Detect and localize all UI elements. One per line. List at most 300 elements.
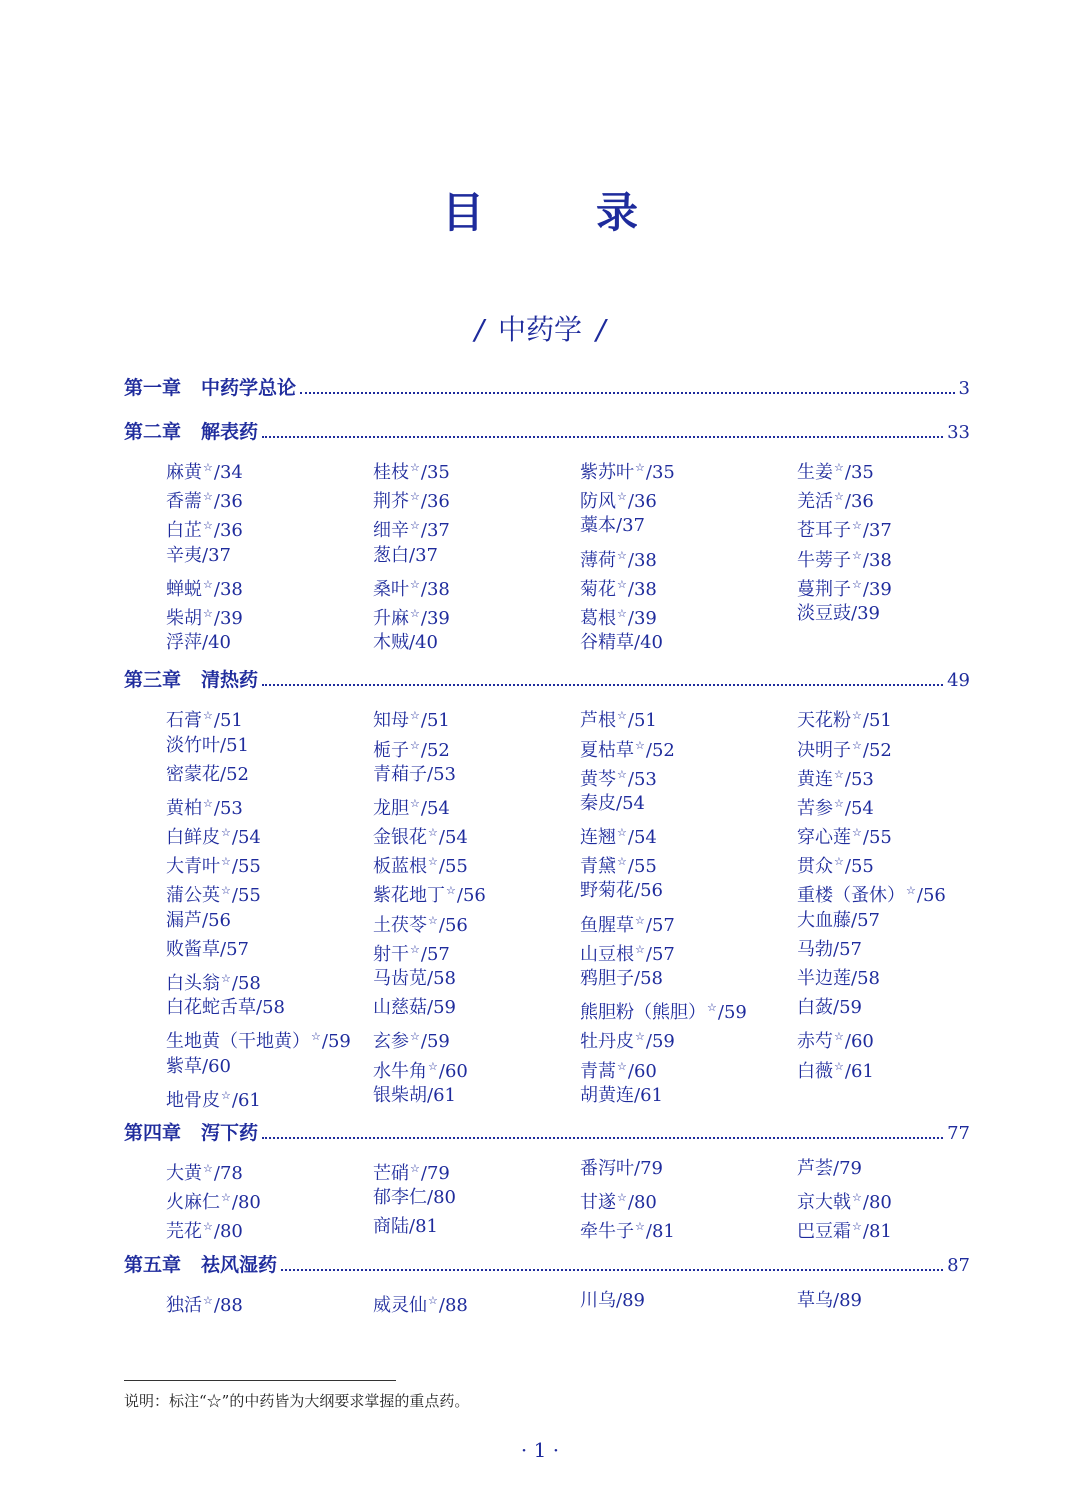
herb-page: /80 bbox=[627, 1192, 657, 1214]
herb-entry[interactable] bbox=[797, 964, 997, 993]
star-icon: ☆ bbox=[221, 972, 231, 985]
herb-page: /51 bbox=[627, 710, 657, 732]
herb-entry[interactable] bbox=[373, 599, 580, 628]
star-icon: ☆ bbox=[834, 490, 844, 504]
herb-name: 青蒿 bbox=[580, 1060, 616, 1082]
herb-entry[interactable] bbox=[166, 1183, 373, 1212]
herb-name: 板蓝根 bbox=[373, 856, 427, 878]
star-icon: ☆ bbox=[410, 606, 420, 620]
herb-page: /35 bbox=[420, 462, 450, 483]
herb-name: 独活 bbox=[166, 1294, 202, 1316]
herb-entry[interactable] bbox=[797, 1052, 997, 1081]
herb-page: /39 bbox=[420, 607, 450, 629]
herb-entry[interactable] bbox=[373, 482, 580, 511]
herb-grid bbox=[124, 453, 970, 657]
herb-name: 土茯苓 bbox=[373, 914, 427, 936]
herb-entry[interactable] bbox=[373, 1081, 580, 1110]
herb-entry[interactable] bbox=[580, 1212, 797, 1241]
herb-entry[interactable] bbox=[166, 628, 373, 657]
herb-name: 荆芥 bbox=[373, 491, 409, 513]
herb-page: /57 bbox=[851, 909, 880, 931]
star-icon: ☆ bbox=[203, 1293, 213, 1307]
herb-entry[interactable] bbox=[797, 599, 997, 628]
herb-entry[interactable] bbox=[166, 541, 373, 570]
chapter-number: 第四章 bbox=[124, 1121, 182, 1144]
herb-entry[interactable] bbox=[580, 964, 797, 993]
star-icon: ☆ bbox=[617, 855, 627, 869]
star-icon: ☆ bbox=[617, 606, 627, 620]
herb-entry[interactable] bbox=[580, 818, 797, 847]
herb-name: 芫花 bbox=[166, 1221, 202, 1243]
herb-entry[interactable] bbox=[580, 935, 797, 964]
herb-entry[interactable] bbox=[373, 964, 580, 993]
herb-page: /81 bbox=[645, 1221, 675, 1243]
herb-page: /57 bbox=[645, 914, 675, 936]
herb-entry[interactable] bbox=[580, 541, 797, 570]
herb-page: /57 bbox=[220, 938, 249, 960]
herb-entry[interactable] bbox=[373, 818, 580, 847]
herb-page: /57 bbox=[645, 943, 675, 965]
herb-entry[interactable] bbox=[373, 511, 580, 540]
herb-page: /39 bbox=[851, 602, 880, 624]
star-icon: ☆ bbox=[617, 1059, 627, 1073]
herb-page: /79 bbox=[833, 1157, 862, 1179]
herb-page: /36 bbox=[420, 491, 450, 513]
herb-name: 藁本 bbox=[580, 515, 616, 537]
herb-entry[interactable] bbox=[580, 482, 797, 511]
herb-name: 葛根 bbox=[580, 607, 616, 629]
herb-name: 胡黄连 bbox=[580, 1084, 634, 1106]
herb-entry[interactable] bbox=[166, 993, 373, 1022]
herb-entry[interactable] bbox=[797, 1183, 997, 1212]
chapter-row[interactable] bbox=[124, 1118, 970, 1154]
herb-entry[interactable] bbox=[797, 1212, 997, 1241]
star-icon: ☆ bbox=[707, 1001, 717, 1015]
star-icon: ☆ bbox=[203, 577, 213, 591]
star-icon: ☆ bbox=[834, 855, 844, 869]
herb-entry[interactable] bbox=[580, 1081, 797, 1110]
herb-page: /61 bbox=[231, 1089, 261, 1111]
star-icon: ☆ bbox=[834, 796, 844, 810]
herb-page: /54 bbox=[420, 797, 450, 819]
herb-name: 地骨皮 bbox=[166, 1089, 220, 1111]
dot-leader bbox=[300, 391, 955, 394]
star-icon: ☆ bbox=[617, 490, 627, 504]
herb-entry[interactable] bbox=[797, 906, 997, 935]
herb-grid bbox=[124, 1286, 970, 1315]
herb-entry[interactable] bbox=[797, 993, 997, 1022]
herb-page: /58 bbox=[634, 968, 663, 989]
chapter-title: 解表药 bbox=[201, 421, 259, 443]
herb-entry[interactable] bbox=[373, 993, 580, 1022]
herb-entry[interactable] bbox=[166, 1286, 373, 1315]
herb-name: 苍耳子 bbox=[797, 520, 851, 542]
chapter-row[interactable] bbox=[124, 1250, 970, 1286]
star-icon: ☆ bbox=[617, 1191, 627, 1205]
star-icon: ☆ bbox=[834, 1059, 844, 1073]
star-icon: ☆ bbox=[203, 490, 213, 504]
herb-entry[interactable] bbox=[580, 701, 797, 730]
herb-entry[interactable] bbox=[166, 935, 373, 964]
herb-entry[interactable] bbox=[373, 1286, 580, 1315]
herb-name: 芦根 bbox=[580, 710, 616, 732]
chapter-page: 77 bbox=[947, 1122, 970, 1144]
herb-name: 射干 bbox=[373, 943, 409, 965]
herb-name: 牡丹皮 bbox=[580, 1031, 634, 1053]
herb-entry[interactable] bbox=[797, 731, 997, 760]
herb-page: /80 bbox=[427, 1187, 456, 1209]
star-icon: ☆ bbox=[834, 461, 844, 474]
star-icon: ☆ bbox=[852, 577, 862, 591]
herb-page: /80 bbox=[231, 1192, 261, 1214]
herb-page: /58 bbox=[427, 968, 456, 989]
herb-entry[interactable] bbox=[166, 1022, 373, 1051]
herb-page: /59 bbox=[717, 1002, 747, 1024]
herb-name: 白蔹 bbox=[797, 997, 833, 1019]
herb-page: /58 bbox=[256, 997, 285, 1019]
herb-page: /61 bbox=[634, 1084, 663, 1106]
star-icon: ☆ bbox=[852, 826, 862, 840]
section-subtitle bbox=[0, 308, 1080, 348]
herb-name: 山豆根 bbox=[580, 943, 634, 965]
herb-name: 青葙子 bbox=[373, 763, 427, 785]
herb-entry[interactable] bbox=[797, 789, 997, 818]
herb-page: /52 bbox=[420, 739, 450, 761]
herb-name: 菊花 bbox=[580, 578, 616, 600]
herb-name: 黄柏 bbox=[166, 797, 202, 819]
herb-name: 白芷 bbox=[166, 520, 202, 542]
star-icon: ☆ bbox=[852, 738, 862, 752]
herb-entry[interactable] bbox=[797, 1154, 997, 1183]
herb-page: /39 bbox=[862, 578, 892, 600]
herb-entry[interactable] bbox=[166, 760, 373, 789]
herb-entry[interactable] bbox=[166, 1212, 373, 1241]
herb-entry[interactable] bbox=[166, 511, 373, 540]
herb-entry[interactable] bbox=[373, 1183, 580, 1212]
herb-grid bbox=[124, 1154, 970, 1242]
star-icon: ☆ bbox=[446, 884, 456, 898]
herb-entry[interactable] bbox=[373, 628, 580, 657]
herb-name: 贯众 bbox=[797, 856, 833, 878]
herb-name: 牛蒡子 bbox=[797, 549, 851, 571]
herb-name: 鱼腥草 bbox=[580, 914, 634, 936]
dot-leader bbox=[281, 1268, 943, 1271]
herb-entry[interactable] bbox=[797, 511, 997, 540]
star-icon: ☆ bbox=[221, 1088, 231, 1102]
herb-entry[interactable] bbox=[166, 906, 373, 935]
herb-entry[interactable] bbox=[166, 482, 373, 511]
herb-name: 白头翁 bbox=[166, 973, 220, 994]
herb-entry[interactable] bbox=[797, 935, 997, 964]
herb-name: 浮萍 bbox=[166, 632, 202, 654]
herb-entry[interactable] bbox=[580, 628, 797, 657]
herb-page: /80 bbox=[862, 1192, 892, 1214]
herb-name: 白薇 bbox=[797, 1060, 833, 1082]
herb-name: 淡竹叶 bbox=[166, 734, 220, 756]
herb-entry[interactable] bbox=[166, 964, 373, 993]
herb-name: 蝉蜕 bbox=[166, 578, 202, 600]
herb-page: /53 bbox=[844, 768, 874, 790]
star-icon: ☆ bbox=[635, 461, 645, 474]
herb-entry[interactable] bbox=[166, 1081, 373, 1110]
herb-page: /55 bbox=[844, 856, 874, 878]
herb-entry[interactable] bbox=[373, 453, 580, 482]
herb-entry[interactable] bbox=[373, 1212, 580, 1241]
herb-entry[interactable] bbox=[580, 1183, 797, 1212]
herb-page: /81 bbox=[862, 1221, 892, 1243]
star-icon: ☆ bbox=[617, 826, 627, 840]
star-icon: ☆ bbox=[410, 490, 420, 504]
star-icon: ☆ bbox=[617, 767, 627, 781]
herb-page: /40 bbox=[202, 632, 231, 654]
herb-name: 白鲜皮 bbox=[166, 827, 220, 849]
herb-name: 牵牛子 bbox=[580, 1221, 634, 1243]
herb-page: /37 bbox=[420, 520, 450, 542]
star-icon: ☆ bbox=[834, 767, 844, 781]
herb-name: 柴胡 bbox=[166, 607, 202, 629]
chapter-page: 87 bbox=[947, 1254, 970, 1276]
herb-entry[interactable] bbox=[373, 1022, 580, 1051]
chapter-page: 33 bbox=[947, 422, 970, 443]
herb-page: /35 bbox=[844, 462, 874, 483]
star-icon: ☆ bbox=[617, 577, 627, 591]
herb-entry[interactable] bbox=[373, 847, 580, 876]
herb-entry[interactable] bbox=[580, 993, 797, 1022]
herb-entry[interactable] bbox=[580, 1052, 797, 1081]
herb-page: /34 bbox=[213, 462, 243, 483]
star-icon: ☆ bbox=[203, 461, 213, 474]
herb-entry[interactable] bbox=[580, 731, 797, 760]
herb-entry[interactable] bbox=[797, 541, 997, 570]
herb-name: 石膏 bbox=[166, 710, 202, 732]
herb-name: 漏芦 bbox=[166, 909, 202, 931]
page-number: · 1 · bbox=[520, 1438, 560, 1462]
herb-entry[interactable] bbox=[580, 1154, 797, 1183]
herb-name: 郁李仁 bbox=[373, 1187, 427, 1209]
herb-entry[interactable] bbox=[166, 1052, 373, 1081]
herb-entry[interactable] bbox=[166, 789, 373, 818]
chapter-title: 泻下药 bbox=[201, 1121, 259, 1144]
herb-entry[interactable] bbox=[797, 847, 997, 876]
herb-name: 青黛 bbox=[580, 856, 616, 878]
star-icon: ☆ bbox=[635, 1220, 645, 1234]
herb-page: /39 bbox=[627, 607, 657, 629]
herb-name: 天花粉 bbox=[797, 710, 851, 732]
herb-page: /79 bbox=[420, 1162, 450, 1184]
star-icon: ☆ bbox=[203, 709, 213, 723]
herb-name: 蔓荆子 bbox=[797, 578, 851, 600]
herb-name: 芒硝 bbox=[373, 1162, 409, 1184]
herb-name: 威灵仙 bbox=[373, 1294, 427, 1316]
herb-entry[interactable] bbox=[580, 1286, 797, 1315]
herb-name: 龙胆 bbox=[373, 797, 409, 819]
chapter-row[interactable] bbox=[124, 665, 970, 701]
herb-name: 知母 bbox=[373, 710, 409, 732]
herb-page: /55 bbox=[627, 856, 657, 878]
page-title bbox=[0, 180, 1080, 240]
herb-page: /52 bbox=[862, 739, 892, 761]
herb-page: /37 bbox=[862, 520, 892, 542]
herb-entry[interactable] bbox=[166, 599, 373, 628]
herb-page: /54 bbox=[438, 827, 468, 849]
herb-entry[interactable] bbox=[166, 570, 373, 599]
herb-name: 金银花 bbox=[373, 827, 427, 849]
herb-page: /59 bbox=[833, 997, 862, 1019]
herb-entry[interactable] bbox=[580, 570, 797, 599]
herb-name: 番泻叶 bbox=[580, 1157, 634, 1179]
herb-name: 生姜 bbox=[797, 462, 833, 483]
subtitle-slash-left: / bbox=[474, 313, 484, 346]
star-icon: ☆ bbox=[203, 1161, 213, 1175]
herb-name: 川乌 bbox=[580, 1289, 616, 1311]
herb-page: /38 bbox=[627, 549, 657, 571]
herb-entry[interactable] bbox=[166, 1154, 373, 1183]
herb-entry[interactable] bbox=[580, 1022, 797, 1051]
herb-name: 紫苏叶 bbox=[580, 462, 634, 483]
herb-name: 黄芩 bbox=[580, 768, 616, 790]
herb-entry[interactable] bbox=[797, 876, 997, 905]
herb-name: 蒲公英 bbox=[166, 885, 220, 907]
star-icon: ☆ bbox=[203, 519, 213, 533]
herb-page: /40 bbox=[409, 632, 438, 654]
herb-entry[interactable] bbox=[373, 701, 580, 730]
herb-entry[interactable] bbox=[797, 818, 997, 847]
herb-entry[interactable] bbox=[166, 701, 373, 730]
herb-page: /56 bbox=[916, 885, 946, 907]
herb-entry[interactable] bbox=[797, 1022, 997, 1051]
herb-name: 芦荟 bbox=[797, 1157, 833, 1179]
herb-entry[interactable] bbox=[797, 701, 997, 730]
herb-page: /56 bbox=[438, 914, 468, 936]
herb-entry[interactable] bbox=[580, 760, 797, 789]
herb-page: /54 bbox=[844, 797, 874, 819]
star-icon: ☆ bbox=[203, 796, 213, 810]
herb-name: 白花蛇舌草 bbox=[166, 997, 256, 1019]
star-icon: ☆ bbox=[635, 913, 645, 927]
herb-entry[interactable] bbox=[580, 453, 797, 482]
herb-entry[interactable] bbox=[166, 453, 373, 482]
herb-name: 赤芍 bbox=[797, 1031, 833, 1053]
herb-entry[interactable] bbox=[373, 876, 580, 905]
herb-entry[interactable] bbox=[580, 876, 797, 905]
chapter-number: 第一章 bbox=[124, 377, 182, 399]
herb-entry[interactable] bbox=[797, 760, 997, 789]
herb-entry[interactable] bbox=[166, 847, 373, 876]
herb-name: 黄连 bbox=[797, 768, 833, 790]
herb-page: /36 bbox=[844, 491, 874, 513]
herb-name: 升麻 bbox=[373, 607, 409, 629]
footnote: 说明：标注“☆”的中药皆为大纲要求掌握的重点药。 bbox=[124, 1392, 470, 1410]
herb-page: /59 bbox=[321, 1031, 351, 1053]
table-of-contents bbox=[124, 373, 970, 1315]
star-icon: ☆ bbox=[428, 913, 438, 927]
herb-entry[interactable] bbox=[580, 847, 797, 876]
herb-page: /59 bbox=[645, 1031, 675, 1053]
herb-entry[interactable] bbox=[373, 1154, 580, 1183]
herb-entry[interactable] bbox=[166, 818, 373, 847]
herb-page: /39 bbox=[213, 607, 243, 629]
herb-entry[interactable] bbox=[373, 570, 580, 599]
herb-entry[interactable] bbox=[580, 599, 797, 628]
herb-name: 夏枯草 bbox=[580, 739, 634, 761]
herb-entry[interactable] bbox=[580, 906, 797, 935]
dot-leader bbox=[262, 1136, 943, 1139]
herb-page: /55 bbox=[231, 885, 261, 907]
star-icon: ☆ bbox=[852, 519, 862, 533]
star-icon: ☆ bbox=[834, 1030, 844, 1044]
herb-page: /58 bbox=[231, 973, 261, 994]
chapter-row[interactable] bbox=[124, 373, 970, 409]
herb-entry[interactable] bbox=[373, 906, 580, 935]
herb-page: /37 bbox=[616, 515, 645, 537]
herb-page: /55 bbox=[862, 827, 892, 849]
herb-page: /36 bbox=[213, 520, 243, 542]
dot-leader bbox=[262, 683, 943, 686]
herb-page: /51 bbox=[862, 710, 892, 732]
herb-entry[interactable] bbox=[797, 570, 997, 599]
herb-name: 大青叶 bbox=[166, 856, 220, 878]
herb-page: /59 bbox=[420, 1031, 450, 1053]
herb-name: 谷精草 bbox=[580, 632, 634, 654]
herb-name: 穿心莲 bbox=[797, 827, 851, 849]
herb-name: 巴豆霜 bbox=[797, 1221, 851, 1243]
herb-entry[interactable] bbox=[373, 935, 580, 964]
herb-page: /38 bbox=[627, 578, 657, 600]
herb-name: 马勃 bbox=[797, 938, 833, 960]
herb-entry[interactable] bbox=[797, 453, 997, 482]
herb-entry[interactable] bbox=[373, 789, 580, 818]
herb-page: /51 bbox=[213, 710, 243, 732]
herb-name: 大黄 bbox=[166, 1162, 202, 1184]
herb-page: /53 bbox=[427, 763, 456, 785]
herb-entry[interactable] bbox=[166, 731, 373, 760]
herb-name: 香薷 bbox=[166, 491, 202, 513]
chapter-title: 祛风湿药 bbox=[201, 1253, 278, 1276]
chapter-row[interactable] bbox=[124, 417, 970, 453]
star-icon: ☆ bbox=[221, 826, 231, 840]
herb-page: /53 bbox=[213, 797, 243, 819]
herb-name: 山慈菇 bbox=[373, 997, 427, 1019]
herb-entry[interactable] bbox=[373, 1052, 580, 1081]
herb-page: /53 bbox=[627, 768, 657, 790]
chapter-title: 清热药 bbox=[201, 669, 259, 692]
herb-page: /60 bbox=[844, 1031, 874, 1053]
herb-name: 栀子 bbox=[373, 739, 409, 761]
herb-entry[interactable] bbox=[797, 482, 997, 511]
herb-page: /89 bbox=[833, 1289, 862, 1311]
star-icon: ☆ bbox=[852, 548, 862, 562]
star-icon: ☆ bbox=[617, 709, 627, 723]
herb-entry[interactable] bbox=[373, 541, 580, 570]
herb-entry[interactable] bbox=[373, 731, 580, 760]
herb-entry[interactable] bbox=[373, 760, 580, 789]
star-icon: ☆ bbox=[410, 577, 420, 591]
herb-name: 连翘 bbox=[580, 827, 616, 849]
herb-entry[interactable] bbox=[580, 511, 797, 540]
herb-name: 野菊花 bbox=[580, 880, 634, 902]
star-icon: ☆ bbox=[635, 942, 645, 956]
herb-entry[interactable] bbox=[580, 789, 797, 818]
star-icon: ☆ bbox=[203, 606, 213, 620]
herb-entry[interactable] bbox=[166, 876, 373, 905]
herb-name: 苦参 bbox=[797, 797, 833, 819]
herb-entry[interactable] bbox=[797, 1286, 997, 1315]
star-icon: ☆ bbox=[428, 826, 438, 840]
star-icon: ☆ bbox=[203, 1220, 213, 1234]
star-icon: ☆ bbox=[410, 1161, 420, 1175]
herb-page: /56 bbox=[202, 909, 231, 931]
star-icon: ☆ bbox=[410, 942, 420, 956]
